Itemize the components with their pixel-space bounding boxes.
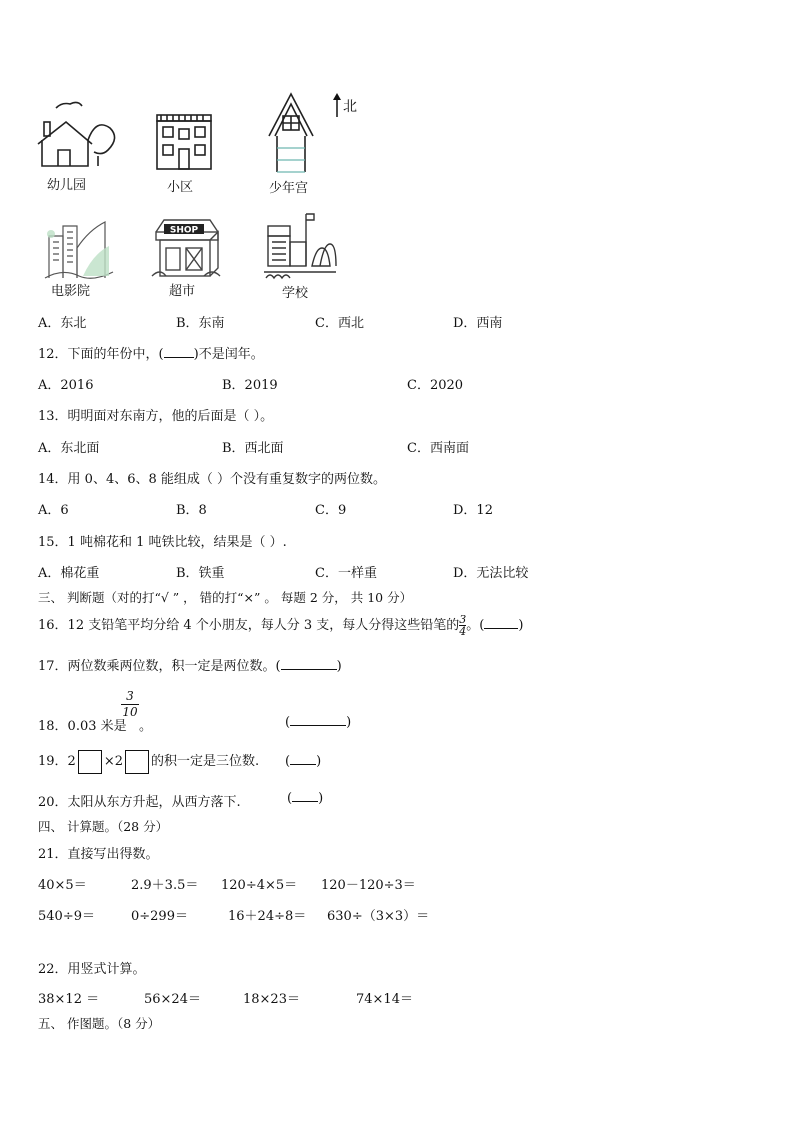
q18-stem-text: 18．0.03 米是 [38, 719, 127, 734]
q20-close-paren: ) [318, 791, 324, 806]
q21-item-6[interactable]: 0÷299＝ [131, 909, 188, 924]
shop-sign-text: SHOP [169, 225, 199, 236]
q21-item-7[interactable]: 16＋24÷8＝ [228, 909, 307, 924]
q14-stem: 14．用 0、4、6、8 能组成（ ）个没有重复数字的两位数。 [38, 472, 387, 487]
q12-stem-text: 12．下面的年份中，( [38, 347, 164, 362]
q18-open-paren: ( [285, 715, 291, 730]
q21-item-1[interactable]: 40×5＝ [38, 878, 87, 893]
q12-stem [38, 343, 264, 362]
q11-option-c[interactable]: C．西北 [315, 316, 364, 331]
q12-option-a[interactable]: A．2016 [38, 378, 94, 393]
q19-stem [38, 749, 259, 775]
q18-answer [285, 715, 351, 730]
q21-item-4[interactable]: 120－120÷3＝ [321, 878, 416, 893]
q18-stem-tail: 。 [139, 719, 153, 734]
youth-palace-label: 少年宫 [269, 181, 309, 196]
q18-close-paren: ) [346, 715, 352, 730]
kindergarten-house-icon [36, 100, 118, 172]
q20-answer [287, 791, 323, 806]
community-building-icon [155, 113, 213, 171]
q13-option-a[interactable]: A．东北面 [38, 441, 100, 456]
q13-option-c[interactable]: C．西南面 [407, 441, 469, 456]
q12-stem-tail: )不是闰年。 [193, 347, 264, 362]
q19-digit-box-2[interactable] [125, 750, 149, 774]
q12-answer-blank[interactable] [164, 347, 194, 358]
q20-answer-blank[interactable] [292, 791, 318, 802]
q18-answer-blank[interactable] [290, 715, 346, 726]
q19-stem-tail: 的积一定是三位数. [151, 754, 260, 769]
q12-option-c[interactable]: C．2020 [407, 378, 464, 393]
q13-stem: 13．明明面对东南方，他的后面是（ ）。 [38, 409, 274, 424]
q19-close-paren: ) [316, 754, 322, 769]
q15-option-d[interactable]: D．无法比较 [453, 566, 529, 581]
q15-option-c[interactable]: C．一样重 [315, 566, 377, 581]
q16-fraction-numerator: 3 [459, 613, 467, 626]
north-arrow-icon [333, 93, 341, 117]
supermarket-label: 超市 [169, 284, 196, 299]
q17-stem [38, 655, 342, 674]
section-5-heading: 五、 作图题。（8 分） [38, 1016, 161, 1031]
q17-close-paren: ) [336, 659, 342, 674]
q20-stem: 20．太阳从东方升起，从西方落下. [38, 795, 241, 810]
q21-item-5[interactable]: 540÷9＝ [38, 909, 95, 924]
q11-option-a[interactable]: A．东北 [38, 316, 87, 331]
q21-stem: 21．直接写出得数。 [38, 847, 159, 862]
q15-option-b[interactable]: B．铁重 [176, 566, 225, 581]
kindergarten-label: 幼儿园 [47, 178, 87, 193]
youth-palace-tower-icon [265, 92, 317, 174]
q14-option-d[interactable]: D．12 [453, 503, 493, 518]
q21-item-3[interactable]: 120÷4×5＝ [221, 878, 298, 893]
q14-option-a[interactable]: A．6 [38, 503, 69, 518]
q14-option-c[interactable]: C．9 [315, 503, 347, 518]
q14-option-b[interactable]: B．8 [176, 503, 207, 518]
q18-fraction-denominator: 10 [122, 705, 138, 719]
q11-option-b[interactable]: B．东南 [176, 316, 225, 331]
cinema-building-icon [43, 218, 115, 280]
q21-item-8[interactable]: 630÷（3×3）＝ [327, 909, 430, 924]
north-label: 北 [343, 99, 357, 115]
q15-option-a[interactable]: A．棉花重 [38, 566, 100, 581]
q20-open-paren: ( [287, 791, 293, 806]
q19-open-paren: ( [285, 754, 291, 769]
school-building-icon [262, 212, 338, 282]
q19-times-text: ×2 [103, 754, 123, 769]
school-label: 学校 [282, 286, 309, 301]
q16-fraction-denominator: 4 [459, 625, 467, 638]
q11-option-d[interactable]: D．西南 [453, 316, 503, 331]
q22-stem: 22．用竖式计算。 [38, 962, 146, 977]
q22-item-3[interactable]: 18×23＝ [243, 992, 300, 1007]
q17-answer-blank[interactable] [281, 659, 337, 670]
q22-item-2[interactable]: 56×24＝ [144, 992, 201, 1007]
q16-stem [38, 613, 523, 639]
q18-fraction-numerator: 3 [126, 689, 134, 703]
q19-digit-box-1[interactable] [78, 750, 102, 774]
cinema-label: 电影院 [51, 284, 91, 299]
section-4-heading: 四、 计算题。（28 分） [38, 819, 169, 834]
q22-item-4[interactable]: 74×14＝ [356, 992, 413, 1007]
q16-stem-text: 16．12 支铅笔平均分给 4 个小朋友，每人分 3 支，每人分得这些铅笔的 [38, 618, 460, 633]
q19-number-text: 19．2 [38, 754, 76, 769]
q17-stem-text: 17．两位数乘两位数，积一定是两位数。( [38, 659, 281, 674]
q16-answer-blank[interactable] [484, 618, 518, 629]
q16-stem-tail: 。( [466, 618, 485, 633]
q22-item-1[interactable]: 38×12 ＝ [38, 992, 100, 1007]
supermarket-shop-icon [150, 218, 222, 278]
q16-close-paren: ) [518, 618, 524, 633]
section-3-heading: 三、 判断题（对的打“√ ” ， 错的打“×” 。 每题 2 分， 共 10 分） [38, 590, 413, 605]
q21-item-2[interactable]: 2.9＋3.5＝ [131, 878, 199, 893]
q12-option-b[interactable]: B．2019 [222, 378, 278, 393]
community-label: 小区 [167, 180, 194, 195]
q19-answer [285, 754, 321, 769]
q13-option-b[interactable]: B．西北面 [222, 441, 284, 456]
q15-stem: 15．1 吨棉花和 1 吨铁比较，结果是（ ）. [38, 535, 287, 550]
q19-answer-blank[interactable] [290, 754, 316, 765]
